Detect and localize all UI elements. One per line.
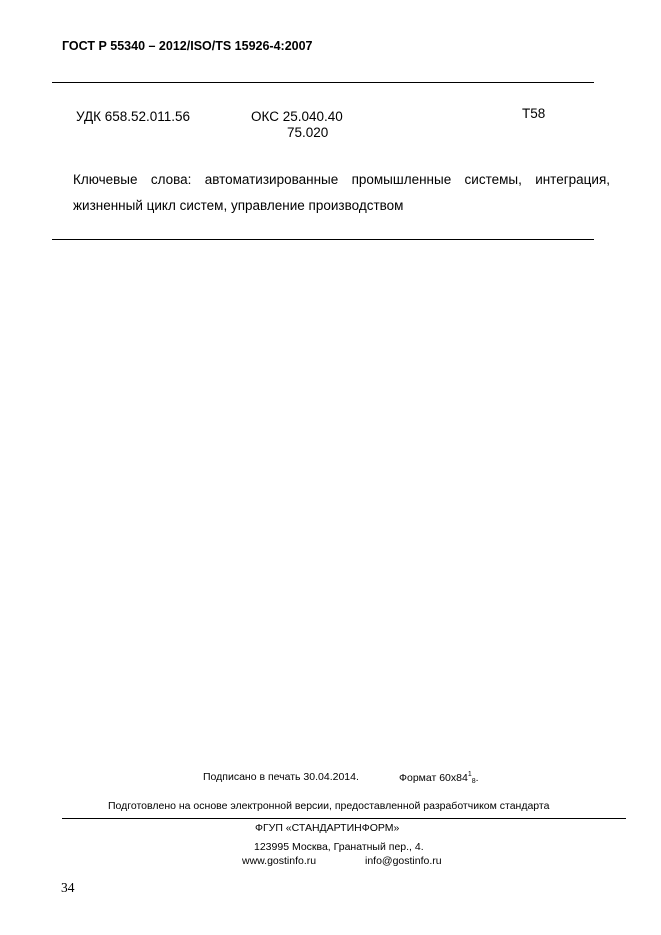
publisher-address: 123995 Москва, Гранатный пер., 4. [254, 841, 424, 853]
keywords-line-2: жизненный цикл систем, управление производством [73, 198, 404, 213]
oks-code-secondary: 75.020 [287, 125, 329, 140]
format-prefix: Формат 60x84 [399, 772, 468, 784]
format-denominator: 8 [471, 778, 476, 785]
imprint-divider [62, 818, 626, 819]
keywords-line-1: Ключевые слова: автоматизированные промышленные системы, интеграция, [73, 172, 610, 187]
signed-for-print: Подписано в печать 30.04.2014. [203, 771, 359, 783]
format-numerator: 1 [467, 771, 472, 778]
format-suffix: . [475, 772, 479, 784]
publisher-name: ФГУП «СТАНДАРТИНФОРМ» [255, 822, 400, 834]
publisher-email[interactable]: info@gostinfo.ru [365, 855, 442, 867]
document-header: ГОСТ Р 55340 – 2012/ISO/TS 15926-4:2007 [62, 39, 313, 53]
publisher-website[interactable]: www.gostinfo.ru [242, 855, 317, 867]
paper-format [399, 771, 479, 785]
page-number: 34 [61, 880, 75, 895]
header-divider [52, 82, 594, 83]
udk-code: УДК 658.52.011.56 [76, 109, 191, 124]
prepared-note: Подготовлено на основе электронной версии, предоставленной разработчиком стандарта [108, 800, 550, 812]
keywords-divider [52, 239, 594, 240]
group-code: Т58 [522, 106, 546, 121]
oks-code: ОКС 25.040.40 [251, 109, 343, 124]
